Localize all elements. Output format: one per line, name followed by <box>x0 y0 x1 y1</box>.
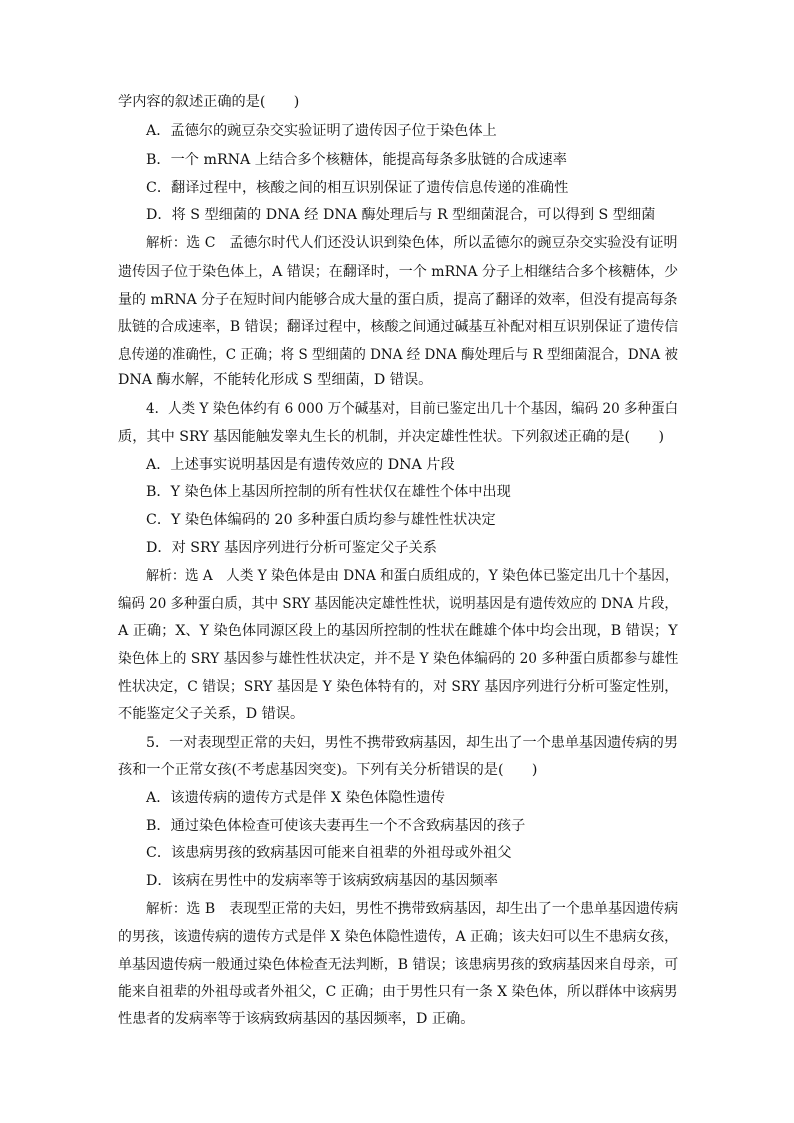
option-d: D．该病在男性中的发病率等于该病致病基因的基因频率 <box>146 873 498 889</box>
explanation-line: 量的 mRNA 分子在短时间内能够合成大量的蛋白质，提高了翻译的效率，但没有提高每条 <box>118 292 678 308</box>
explanation-label: 解析： <box>146 568 186 584</box>
explanation-line: 性状决定，C 错误；SRY 基因是 Y 染色体特有的，对 SRY 基因序列进行分析可鉴定性别， <box>118 679 679 695</box>
explanation-line: 遗传因子位于染色体上，A 错误；在翻译时，一个 mRNA 分子上相继结合多个核糖体，少 <box>118 264 679 280</box>
option-c: C．翻译过程中，核酸之间的相互识别保证了遗传信息传递的准确性 <box>146 180 569 196</box>
explanation-line: 不能鉴定父子关系，D 错误。 <box>118 706 305 722</box>
option-c: C．Y 染色体编码的 20 多种蛋白质均参与雄性性状决定 <box>146 512 496 528</box>
explanation-label: 解析： <box>146 901 187 917</box>
question-stem: 孩和一个正常女孩(不考虑基因突变)。下列有关分析错误的是( ) <box>118 762 538 778</box>
explanation-line: 解析：选 A 人类 Y 染色体是由 DNA 和蛋白质组成的，Y 染色体已鉴定出几十个基因， <box>146 568 679 584</box>
explanation-line: 的男孩，该遗传病的遗传方式是伴 X 染色体隐性遗传，A 正确；该夫妇可以生不患病女孩， <box>118 929 679 945</box>
explanation-line: DNA 酶水解，不能转化形成 S 型细菌，D 错误。 <box>118 372 433 388</box>
option-c: C．该患病男孩的致病基因可能来自祖辈的外祖母或外祖父 <box>146 845 512 861</box>
explanation-line: 肽链的合成速率，B 错误；翻译过程中，核酸之间通过碱基互补配对相互识别保证了遗传信 <box>118 319 679 335</box>
explanation-line: 息传递的准确性，C 正确；将 S 型细菌的 DNA 经 DNA 酶处理后与 R 型细菌混合，DNA 被 <box>118 347 678 363</box>
option-d: D．将 S 型细菌的 DNA 经 DNA 酶处理后与 R 型细菌混合，可以得到 S 型细菌 <box>146 207 656 223</box>
explanation-label: 解析： <box>146 235 187 251</box>
explanation-line: 解析：选 B 表现型正常的夫妇，男性不携带致病基因，却生出了一个患单基因遗传病 <box>146 901 679 917</box>
option-b: B．通过染色体检查可使该夫妻再生一个不含致病基因的孩子 <box>146 818 526 834</box>
question-stem: 5．一对表现型正常的夫妇，男性不携带致病基因，却生出了一个患单基因遗传病的男 <box>146 735 678 751</box>
explanation-line: 解析：选 C 孟德尔时代人们还没认识到染色体，所以孟德尔的豌豆杂交实验没有证明 <box>146 235 678 251</box>
option-a: A．孟德尔的豌豆杂交实验证明了遗传因子位于染色体上 <box>146 123 497 139</box>
option-d: D．对 SRY 基因序列进行分析可鉴定父子关系 <box>146 540 437 556</box>
option-b: B．Y 染色体上基因所控制的所有性状仅在雄性个体中出现 <box>146 484 511 500</box>
question-stem: 质，其中 SRY 基因能触发睾丸生长的机制，并决定雄性性状。下列叙述正确的是( ) <box>118 429 664 445</box>
option-a: A．该遗传病的遗传方式是伴 X 染色体隐性遗传 <box>146 790 445 806</box>
explanation-line: 能来自祖辈的外祖母或者外祖父，C 正确；由于男性只有一条 X 染色体，所以群体中该病男 <box>118 984 678 1000</box>
explanation-line: 编码 20 多种蛋白质，其中 SRY 基因能决定雄性性状，说明基因是有遗传效应的 DNA 片段， <box>118 596 678 612</box>
explanation-line: 性患者的发病率等于该病致病基因的基因频率，D 正确。 <box>118 1011 475 1027</box>
explanation-line: A 正确；X、Y 染色体同源区段上的基因所控制的性状在雌雄个体中均会出现，B 错误；Y <box>118 623 678 639</box>
explanation-line: 染色体上的 SRY 基因参与雄性性状决定，并不是 Y 染色体编码的 20 多种蛋白质都参与雄性 <box>118 651 679 667</box>
option-a: A．上述事实说明基因是有遗传效应的 DNA 片段 <box>146 457 455 473</box>
explanation-line: 单基因遗传病一般通过染色体检查无法判断，B 错误；该患病男孩的致病基因来自母亲，可 <box>118 957 679 973</box>
option-b: B．一个 mRNA 上结合多个核糖体，能提高每条多肽链的合成速率 <box>146 152 567 168</box>
text-line: 学内容的叙述正确的是( ) <box>118 94 300 110</box>
question-stem: 4．人类 Y 染色体约有 6 000 万个碱基对，目前已鉴定出几十个基因，编码 20 多种蛋白 <box>146 401 679 417</box>
